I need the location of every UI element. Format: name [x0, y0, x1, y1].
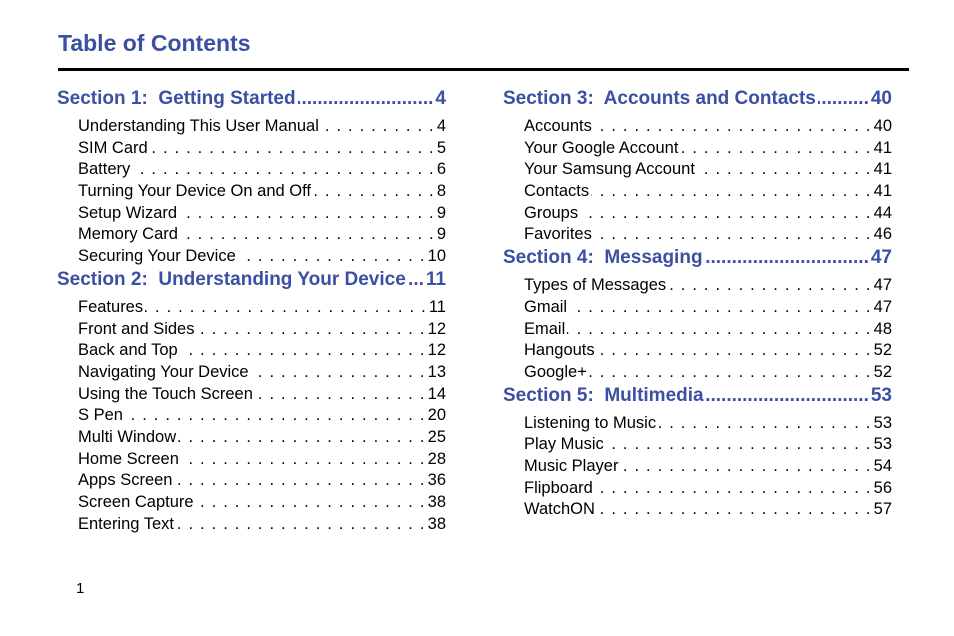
dot-leader: [181, 450, 426, 469]
entry-title: Email: [524, 319, 566, 338]
dot-leader: [321, 117, 435, 136]
entry-page-number: 52: [873, 362, 892, 381]
dot-leader: [594, 225, 872, 244]
toc-entry[interactable]: [524, 500, 892, 522]
toc-entry[interactable]: [78, 493, 446, 515]
dot-leader: [145, 298, 427, 317]
section-page-number: 4: [435, 88, 446, 109]
entry-title: Contacts: [524, 182, 590, 201]
entry-title: WatchON: [524, 500, 595, 519]
dot-leader: [706, 385, 869, 407]
dot-leader: [597, 500, 872, 519]
dot-leader: [178, 428, 426, 447]
entry-page-number: 54: [873, 456, 892, 475]
section-page-number: 47: [870, 247, 892, 269]
dot-leader: [697, 160, 872, 179]
section-title: Section 3: Accounts and Contacts: [503, 88, 816, 109]
entry-page-number: 57: [873, 500, 892, 519]
toc-entry[interactable]: [78, 385, 446, 407]
entry-page-number: 9: [436, 203, 446, 222]
toc-entry[interactable]: [524, 276, 892, 298]
dot-leader: [589, 363, 872, 382]
entry-title: Favorites: [524, 225, 592, 244]
toc-entry[interactable]: [78, 204, 446, 226]
dot-leader: [594, 117, 872, 136]
entry-page-number: 20: [427, 406, 446, 425]
toc-entry-list: [57, 295, 446, 537]
toc-entry[interactable]: [78, 182, 446, 204]
entry-page-number: 53: [873, 435, 892, 454]
entry-title: Battery: [78, 160, 131, 179]
entry-page-number: 52: [873, 341, 892, 360]
dot-leader: [680, 139, 871, 158]
entry-page-number: 6: [436, 160, 446, 179]
toc-entry[interactable]: [524, 457, 892, 479]
entry-title: Types of Messages: [524, 276, 667, 295]
section-title: Section 2: Understanding Your Device: [57, 268, 406, 290]
toc-section-heading[interactable]: [503, 247, 892, 273]
entry-title: Features: [78, 297, 144, 316]
entry-title: Screen Capture: [78, 493, 194, 511]
section-page-number: 11: [425, 268, 446, 290]
dot-leader: [180, 341, 426, 360]
title-rule: [58, 68, 909, 71]
dot-leader: [705, 247, 869, 269]
entry-title: Groups: [524, 203, 579, 222]
toc-section-heading[interactable]: [57, 88, 446, 114]
toc-section-heading[interactable]: [503, 385, 892, 411]
entry-title: Entering Text: [78, 514, 175, 533]
toc-entry-list: [503, 273, 892, 384]
section-title: Section 5: Multimedia: [503, 384, 704, 406]
toc-entry[interactable]: [78, 117, 446, 139]
entry-title: Navigating Your Device: [78, 362, 249, 381]
entry-page-number: 25: [427, 427, 446, 446]
toc-entry[interactable]: [78, 428, 446, 450]
entry-title: Using the Touch Screen: [78, 384, 253, 403]
dot-leader: [132, 160, 435, 179]
toc-entry[interactable]: [524, 320, 892, 342]
section-page-number: 40: [870, 88, 892, 109]
toc-entry[interactable]: [524, 363, 892, 385]
entry-page-number: 8: [436, 182, 446, 201]
toc-entry[interactable]: [524, 341, 892, 363]
dot-leader: [567, 320, 871, 339]
entry-title: Apps Screen: [78, 471, 173, 490]
dot-leader: [255, 385, 426, 404]
toc-entry[interactable]: [78, 363, 446, 385]
entry-title: Home Screen: [78, 449, 179, 468]
toc-entry[interactable]: [78, 160, 446, 182]
toc-entry[interactable]: [78, 139, 446, 161]
dot-leader: [196, 493, 426, 512]
entry-page-number: 10: [427, 247, 446, 266]
toc-entry[interactable]: [78, 225, 446, 247]
toc-entry-list: [57, 114, 446, 269]
section-page-number: 53: [870, 384, 892, 406]
entry-page-number: 41: [873, 182, 892, 201]
entry-page-number: 40: [873, 117, 892, 135]
entry-page-number: 13: [427, 362, 446, 381]
entry-title: Your Samsung Account: [524, 160, 695, 179]
dot-leader: [595, 479, 872, 498]
entry-title: Securing Your Device: [78, 247, 236, 266]
entry-page-number: 28: [427, 449, 446, 468]
entry-title: Understanding This User Manual: [78, 117, 319, 135]
toc-entry[interactable]: [524, 414, 892, 436]
entry-title: Music Player: [524, 456, 619, 475]
dot-leader: [251, 363, 426, 382]
toc-entry[interactable]: [524, 479, 892, 501]
dot-leader: [125, 406, 426, 425]
entry-title: SIM Card: [78, 138, 148, 157]
dot-leader: [597, 341, 872, 360]
dot-leader: [668, 276, 871, 295]
entry-title: Back and Top: [78, 341, 178, 360]
toc-entry[interactable]: [78, 298, 446, 320]
toc-entry[interactable]: [524, 139, 892, 161]
toc-entry[interactable]: [78, 450, 446, 472]
dot-leader: [238, 247, 426, 266]
toc-section-heading[interactable]: [57, 269, 446, 295]
entry-title: Memory Card: [78, 225, 178, 244]
entry-page-number: 5: [436, 138, 446, 157]
entry-title: Google+: [524, 362, 587, 381]
toc-entry-list: [503, 411, 892, 522]
entry-page-number: 4: [436, 117, 446, 135]
dot-leader: [180, 225, 435, 244]
entry-title: Front and Sides: [78, 319, 195, 338]
entry-title: Turning Your Device On and Off: [78, 182, 311, 201]
toc-entry[interactable]: [78, 515, 446, 537]
entry-title: Your Google Account: [524, 138, 679, 157]
entry-title: Flipboard: [524, 478, 593, 497]
toc-entry[interactable]: [524, 160, 892, 182]
entry-title: S Pen: [78, 406, 123, 425]
page-title: Table of Contents: [58, 30, 251, 56]
dot-leader: [179, 204, 435, 223]
toc-entry[interactable]: [524, 182, 892, 204]
dot-leader: [298, 88, 434, 110]
dot-leader: [313, 182, 435, 201]
entry-page-number: 36: [427, 471, 446, 490]
toc-entry[interactable]: [78, 320, 446, 342]
dot-leader: [174, 471, 425, 490]
section-title: Section 1: Getting Started: [57, 88, 296, 109]
toc-entry-list: [503, 114, 892, 247]
dot-leader: [620, 457, 871, 476]
entry-page-number: 48: [873, 319, 892, 338]
toc-entry[interactable]: [78, 247, 446, 269]
page-number: 1: [76, 580, 85, 597]
entry-title: Play Music: [524, 435, 604, 454]
entry-title: Accounts: [524, 117, 592, 135]
dot-leader: [408, 269, 424, 291]
entry-title: Hangouts: [524, 341, 595, 360]
toc-entry[interactable]: [524, 298, 892, 320]
toc-entry[interactable]: [524, 435, 892, 457]
entry-page-number: 38: [427, 514, 446, 533]
toc-entry[interactable]: [78, 341, 446, 363]
dot-leader: [580, 204, 872, 223]
entry-title: Listening to Music: [524, 413, 657, 432]
entry-page-number: 41: [873, 138, 892, 157]
entry-title: Gmail: [524, 297, 568, 316]
dot-leader: [591, 182, 872, 201]
toc-entry[interactable]: [78, 406, 446, 428]
entry-page-number: 53: [873, 413, 892, 432]
entry-title: Multi Window: [78, 427, 177, 446]
dot-leader: [176, 515, 426, 534]
section-title: Section 4: Messaging: [503, 247, 703, 269]
toc-left-column: [57, 88, 446, 536]
dot-leader: [818, 88, 869, 110]
entry-page-number: 41: [873, 160, 892, 179]
toc-entry[interactable]: [524, 225, 892, 247]
entry-page-number: 12: [427, 341, 446, 360]
entry-page-number: 14: [427, 384, 446, 403]
toc-entry[interactable]: [78, 471, 446, 493]
entry-page-number: 46: [873, 225, 892, 244]
entry-page-number: 56: [873, 478, 892, 497]
dot-leader: [658, 414, 872, 433]
entry-page-number: 12: [427, 319, 446, 338]
toc-entry[interactable]: [524, 204, 892, 226]
dot-leader: [606, 435, 872, 454]
toc-entry[interactable]: [524, 117, 892, 139]
entry-page-number: 38: [427, 493, 446, 511]
toc-right-column: [503, 88, 892, 522]
entry-title: Setup Wizard: [78, 203, 178, 222]
entry-page-number: 47: [873, 276, 892, 295]
entry-page-number: 9: [436, 225, 446, 244]
toc-section-heading[interactable]: [503, 88, 892, 114]
entry-page-number: 44: [873, 203, 892, 222]
dot-leader: [196, 320, 425, 339]
dot-leader: [150, 139, 435, 158]
entry-page-number: 47: [873, 297, 892, 316]
dot-leader: [569, 298, 872, 317]
entry-page-number: 11: [428, 297, 446, 316]
